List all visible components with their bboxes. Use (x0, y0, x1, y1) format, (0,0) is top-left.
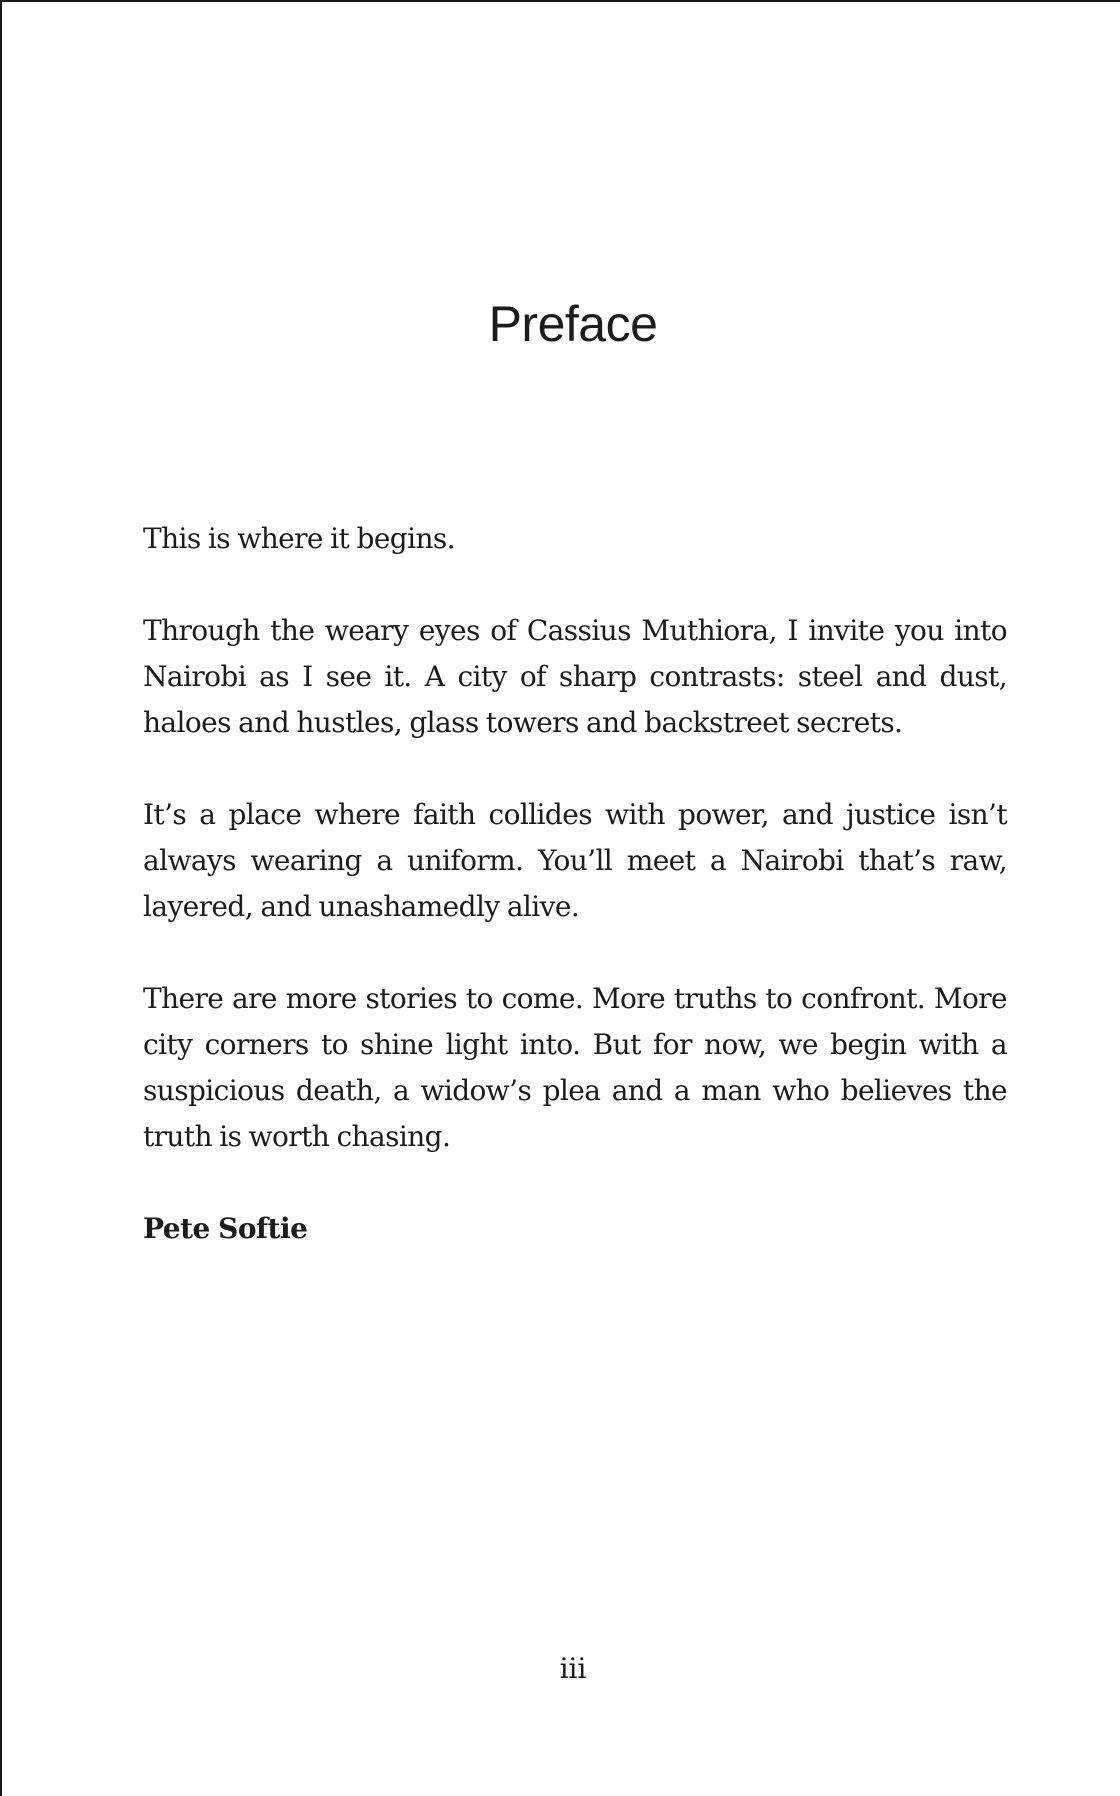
paragraph-opening: This is where it begins. (143, 522, 455, 555)
author-signature: Pete Softie (143, 1212, 308, 1245)
paragraph-faith-power: It’s a place where faith collides with power, and justice isn’t always wearing a uniform. You’ll meet a Nairobi that’s raw, layered, and unashamedly alive. (143, 798, 1007, 923)
paragraph-nairobi-intro: Through the weary eyes of Cassius Muthiora, I invite you into Nairobi as I see it. A city of sharp contrasts: steel and dust, haloes and hustles, glass towers and backstreet secrets. (143, 614, 1007, 739)
page-number: iii (559, 1652, 587, 1685)
paragraph-more-stories: There are more stories to come. More truths to confront. More city corners to shine light into. But for now, we begin with a suspicious death, a widow’s plea and a man who believes the truth is worth chasing. (143, 982, 1007, 1153)
preface-body (143, 516, 1007, 1298)
page-title: Preface (488, 296, 658, 352)
